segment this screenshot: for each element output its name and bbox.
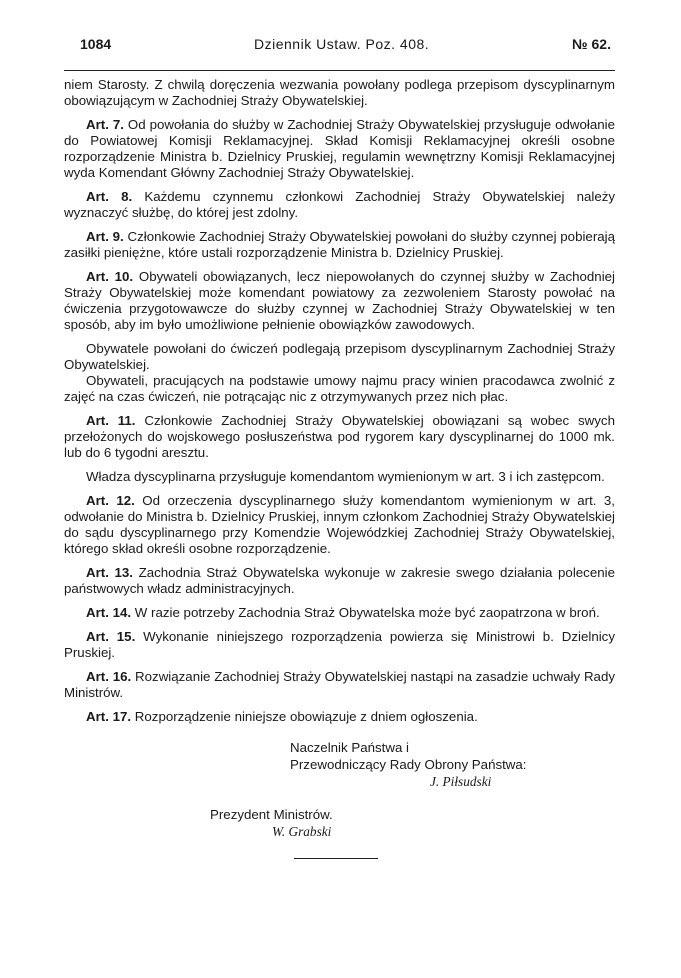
article-number: Art. 10. <box>86 269 134 284</box>
article-paragraph <box>64 709 615 725</box>
signature-title-line-2: Przewodniczący Rady Obrony Państwa: <box>290 757 527 772</box>
article-paragraph <box>64 493 615 557</box>
article-paragraph <box>64 565 615 597</box>
paragraph-text: Rozwiązanie Zachodniej Straży Obywatelskiej nastąpi na zasadzie uchwały Rady Ministrów. <box>64 669 615 700</box>
article-paragraph <box>64 117 615 181</box>
signature-title-prime-minister: Prezydent Ministrów. <box>210 807 333 822</box>
paragraph-text: niem Starosty. Z chwilą doręczenia wezwania powołany podlega przepisom dyscyplinarnym obowiązującym w Zachodniej Straży Obywatelskiej. <box>64 77 615 108</box>
paragraph-text: Od powołania do służby w Zachodniej Straży Obywatelskiej przysługuje odwołanie do Powiatowej Komisji Reklamacyjnej. Skład Komisji Reklamacyjnej określi osobne rozporządzenie Ministra b. Dzielnicy Pruskiej, regulamin wewnętrzny Komisji Reklamacyjnej wyda Komendant Główny Zachodniej Straży Obywatelskiej. <box>64 117 615 180</box>
article-paragraph <box>64 413 615 461</box>
article-paragraph <box>64 189 615 221</box>
article-number: Art. 17. <box>86 709 132 724</box>
signature-name-grabski: W. Grabski <box>272 824 332 839</box>
signature-block-head-of-state <box>290 739 615 790</box>
article-number: Art. 15. <box>86 629 136 644</box>
article-number: Art. 9. <box>86 229 124 244</box>
signature-title-line-1: Naczelnik Państwa i <box>290 740 409 755</box>
paragraph <box>64 373 615 405</box>
closing-rule <box>294 858 378 859</box>
issue-number: № 62. <box>572 36 611 52</box>
paragraph-text: Obywateli, pracujących na podstawie umowy najmu pracy winien pracodawca zwolnić z zajęć na czas ćwiczeń, nie potrącając nic z otrzymywanych przez nich płac. <box>64 373 615 404</box>
page-header <box>64 28 615 52</box>
paragraph-text: Zachodnia Straż Obywatelska wykonuje w zakresie swego działania polecenie państwowych władz administracyjnych. <box>64 565 615 596</box>
paragraph-text: Wykonanie niniejszego rozporządzenia powierza się Ministrowi b. Dzielnicy Pruskiej. <box>64 629 615 660</box>
paragraph <box>64 341 615 373</box>
article-number: Art. 16. <box>86 669 132 684</box>
article-paragraph <box>64 229 615 261</box>
article-number: Art. 13. <box>86 565 133 580</box>
paragraph <box>64 77 615 109</box>
journal-title: Dziennik Ustaw. Poz. 408. <box>254 36 430 52</box>
article-number: Art. 8. <box>86 189 133 204</box>
article-number: Art. 12. <box>86 493 135 508</box>
paragraph-text: Obywateli obowiązanych, lecz niepowołanych do czynnej służby w Zachodniej Straży Obywatelskiej może komendant powiatowy za zezwoleniem Starosty powołać na ćwiczenia przygotowawcze do służby czynnej w Zachodniej Straży Obywatelskiej w ten sposób, aby im było umożliwione pełnienie obowiązków zawodowych. <box>64 269 615 332</box>
paragraph-text: W razie potrzeby Zachodnia Straż Obywatelska może być zaopatrzona w broń. <box>134 605 600 620</box>
header-divider <box>64 70 615 71</box>
signature-block-prime-minister <box>210 806 615 840</box>
article-number: Art. 11. <box>86 413 136 428</box>
paragraph-text: Obywatele powołani do ćwiczeń podlegają przepisom dyscyplinarnym Zachodniej Straży Obywatelskiej. <box>64 341 615 372</box>
paragraph <box>64 469 615 485</box>
signature-name-pilsudski: J. Piłsudski <box>430 774 492 789</box>
paragraph-text: Członkowie Zachodniej Straży Obywatelskiej obowiązani są wobec swych przełożonych do wojskowego posłuszeństwa pod rygorem kary dyscyplinarnej do 1000 mk. lub do 6 tygodni aresztu. <box>64 413 615 460</box>
paragraph-text: Członkowie Zachodniej Straży Obywatelskiej powołani do służby czynnej pobierają zasiłki pieniężne, które ustali rozporządzenie Ministra b. Dzielnicy Pruskiej. <box>64 229 615 260</box>
article-number: Art. 7. <box>86 117 124 132</box>
article-number: Art. 14. <box>86 605 132 620</box>
article-paragraph <box>64 605 615 621</box>
page-number: 1084 <box>80 36 112 52</box>
paragraph-text: Rozporządzenie niniejsze obowiązuje z dniem ogłoszenia. <box>134 709 478 724</box>
paragraph-text: Każdemu czynnemu członkowi Zachodniej Straży Obywatelskiej należy wyznaczyć służbę, do której jest zdolny. <box>64 189 616 220</box>
paragraph-text: Władza dyscyplinarna przysługuje komendantom wymienionym w art. 3 i ich zastępcom. <box>86 469 605 484</box>
article-paragraph <box>64 629 615 661</box>
paragraph-text: Od orzeczenia dyscyplinarnego służy komendantom wymienionym w art. 3, odwołanie do Ministra b. Dzielnicy Pruskiej, innym członkom Zachodniej Straży Obywatelskiej do sądu dyscyplinarnego przy Komendzie Wojewódzkiej Zachodniej Straży Obywatelskiej, którego skład określi osobne rozporządzenie. <box>64 493 615 556</box>
article-paragraph <box>64 269 615 333</box>
document-body <box>64 77 615 725</box>
article-paragraph <box>64 669 615 701</box>
